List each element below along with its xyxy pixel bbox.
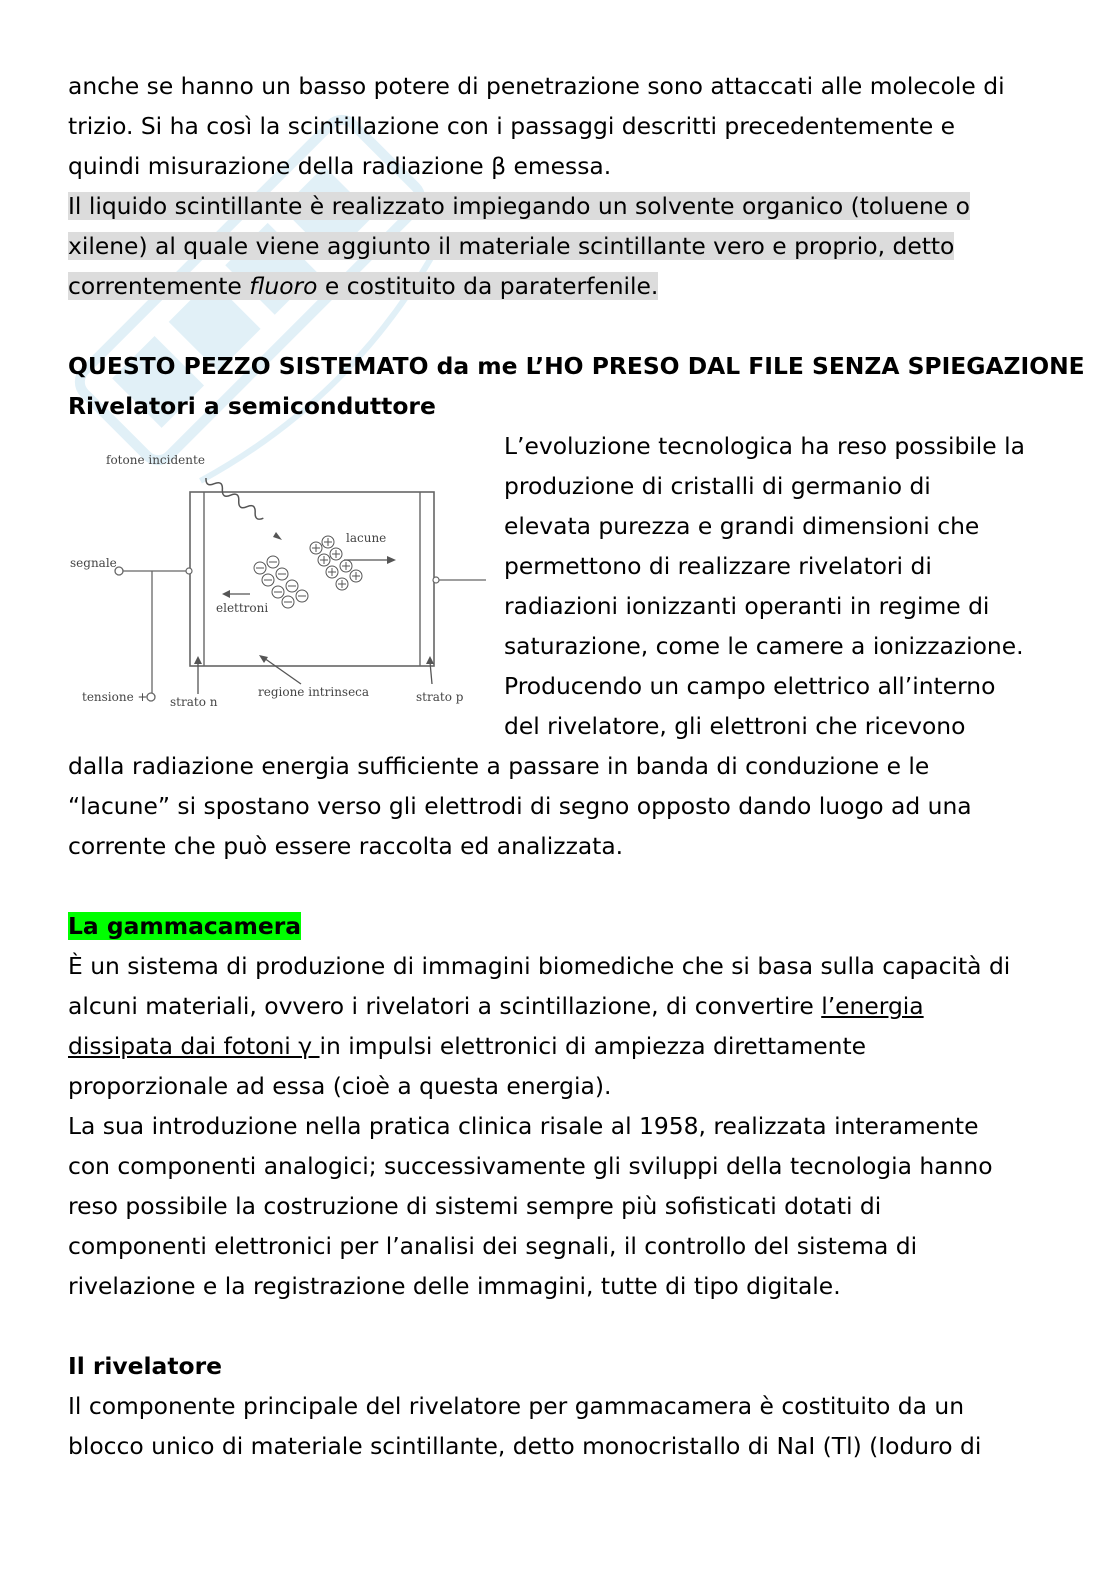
label-voltage: tensione + bbox=[82, 690, 148, 704]
text-line: con componenti analogici; successivamente gli sviluppi della tecnologia hanno bbox=[68, 1152, 993, 1180]
label-p-layer: strato p bbox=[416, 690, 464, 704]
detector-body bbox=[190, 492, 434, 666]
text-line: È un sistema di produzione di immagini biomediche che si basa sulla capacità di bbox=[68, 952, 1011, 980]
text-line: anche se hanno un basso potere di penetrazione sono attaccati alle molecole di bbox=[68, 72, 1005, 100]
text-line: produzione di cristalli di germanio di bbox=[504, 472, 931, 500]
paragraph-detector bbox=[68, 1386, 1043, 1466]
text-line: Producendo un campo elettrico all’interno bbox=[504, 672, 996, 700]
text-line: rivelazione e la registrazione delle immagini, tutte di tipo digitale. bbox=[68, 1272, 841, 1300]
text-line: La sua introduzione nella pratica clinica risale al 1958, realizzata interamente bbox=[68, 1112, 979, 1140]
text-line: “lacune” si spostano verso gli elettrodi di segno opposto dando luogo ad una bbox=[68, 792, 972, 820]
italic-term: fluoro bbox=[249, 272, 318, 300]
text-line: trizio. Si ha così la scintillazione con i passaggi descritti precedentemente e bbox=[68, 112, 956, 140]
text-line: saturazione, come le camere a ionizzazione. bbox=[504, 632, 1024, 660]
paragraph-liquid-scintillator bbox=[68, 186, 1043, 306]
heading-detector bbox=[68, 1346, 1043, 1386]
label-n-layer: strato n bbox=[170, 695, 218, 709]
semiconductor-detector-figure bbox=[68, 440, 488, 720]
text-line: elevata purezza e grandi dimensioni che bbox=[504, 512, 980, 540]
photon-wave-icon bbox=[204, 475, 266, 522]
text-line: componenti elettronici per l’analisi dei segnali, il controllo del sistema di bbox=[68, 1232, 918, 1260]
label-intrinsic-region: regione intrinseca bbox=[258, 685, 370, 699]
text-fragment: alcuni materiali, ovvero i rivelatori a scintillazione, di convertire bbox=[68, 992, 822, 1020]
semiconductor-text-right bbox=[504, 426, 1064, 746]
text-line: permettono di realizzare rivelatori di bbox=[504, 552, 932, 580]
label-signal: segnale bbox=[70, 556, 117, 570]
text-fragment: in impulsi elettronici di ampiezza direttamente bbox=[319, 1032, 867, 1060]
text-line: radiazioni ionizzanti operanti in regime di bbox=[504, 592, 990, 620]
label-holes: lacune bbox=[346, 531, 387, 545]
text-line: proporzionale ad essa (cioè a questa energia). bbox=[68, 1072, 612, 1100]
text-line: dalla radiazione energia sufficiente a passare in banda di conduzione e le bbox=[68, 752, 930, 780]
label-incident-photon: fotone incidente bbox=[106, 453, 205, 467]
text-line: xilene) al quale viene aggiunto il materiale scintillante vero e proprio, detto bbox=[68, 232, 955, 260]
heading-gammacamera bbox=[68, 906, 1043, 946]
text-line: blocco unico di materiale scintillante, detto monocristallo di NaI (Tl) (Ioduro di bbox=[68, 1432, 982, 1460]
label-electrons: elettroni bbox=[216, 601, 269, 615]
underlined-text: l’energia bbox=[821, 992, 924, 1020]
text-fragment: e costituito da paraterfenile. bbox=[317, 272, 659, 300]
text-line: corrente che può essere raccolta ed analizzata. bbox=[68, 832, 624, 860]
text-fragment: correntemente bbox=[68, 272, 250, 300]
heading-note-text: QUESTO PEZZO SISTEMATO da me L’HO PRESO DAL FILE SENZA SPIEGAZIONE bbox=[68, 352, 1085, 380]
text-line: Il liquido scintillante è realizzato impiegando un solvente organico (toluene o bbox=[68, 192, 970, 220]
text-line: del rivelatore, gli elettroni che ricevono bbox=[504, 712, 966, 740]
text-line: L’evoluzione tecnologica ha reso possibile la bbox=[504, 432, 1025, 460]
heading-semiconductor-text: Rivelatori a semiconduttore bbox=[68, 392, 436, 420]
paragraph-gammacamera bbox=[68, 946, 1043, 1306]
paragraph-tritium bbox=[68, 66, 1043, 186]
text-line: reso possibile la costruzione di sistemi sempre più sofisticati dotati di bbox=[68, 1192, 882, 1220]
semiconductor-text-continued bbox=[68, 746, 1043, 866]
heading-semiconductor bbox=[68, 386, 1043, 426]
text-line: Il componente principale del rivelatore per gammacamera è costituito da un bbox=[68, 1392, 965, 1420]
heading-gammacamera-text: La gammacamera bbox=[68, 912, 302, 940]
heading-detector-text: Il rivelatore bbox=[68, 1352, 222, 1380]
underlined-text: dissipata dai fotoni γ bbox=[68, 1032, 320, 1060]
text-line: quindi misurazione della radiazione β emessa. bbox=[68, 152, 612, 180]
heading-note bbox=[68, 346, 1085, 386]
